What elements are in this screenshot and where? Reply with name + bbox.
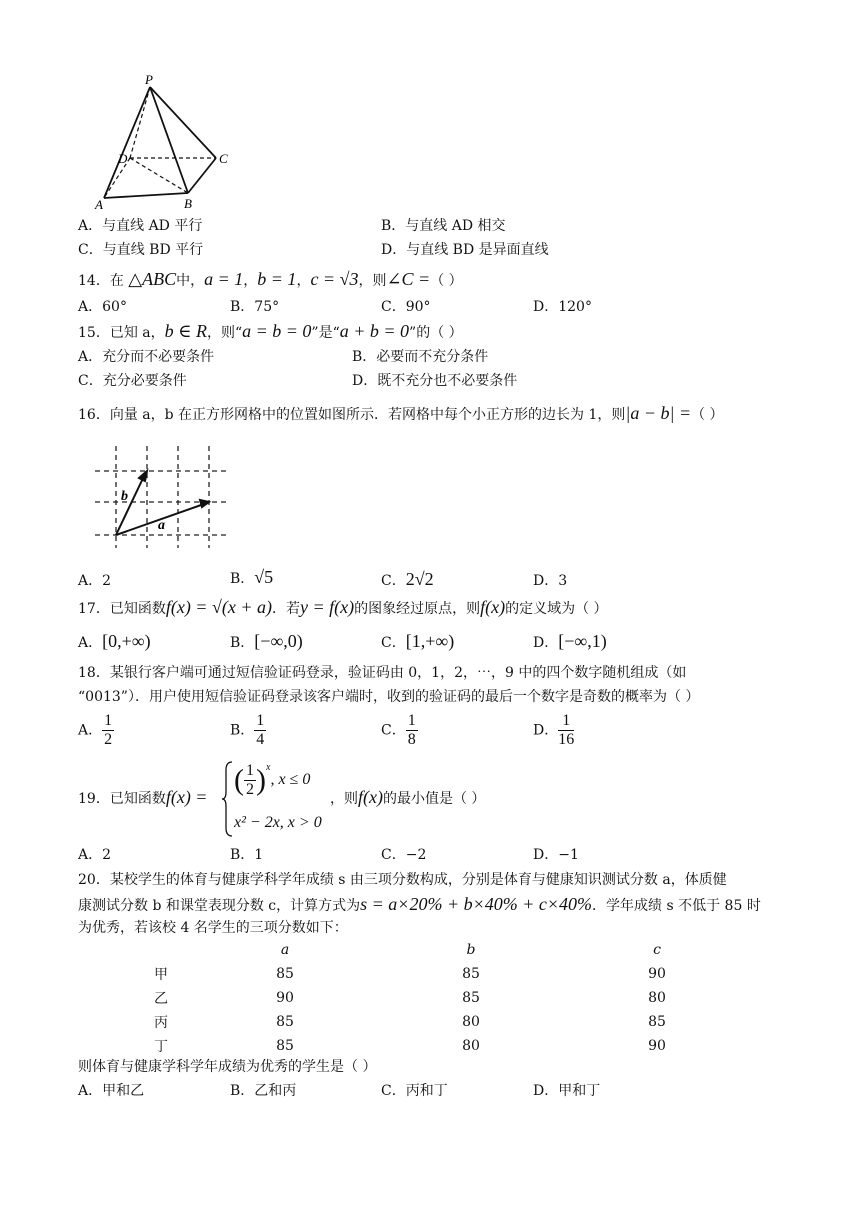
pyramid-label-a: A xyxy=(95,197,103,212)
q19-stem: 19．已知函数f(x) = xyxy=(78,787,208,807)
q13-option-d[interactable]: D．与直线 BD 是异面直线 xyxy=(381,242,549,258)
table-row: 甲 85 85 90 xyxy=(154,966,666,983)
triangle-abc: △ABC xyxy=(128,269,177,289)
q16-stem: 16．向量 a，b 在正方形网格中的位置如图所示．若网格中每个小正方形的边长为 1，则|a − b| =（ ） xyxy=(78,403,724,423)
q20-option-a[interactable]: A．甲和乙 xyxy=(78,1083,145,1099)
q18-stem-line2: “0013”）．用户使用短信验证码登录该客户端时，收到的验证码的最后一个数字是奇数的概率为（ ） xyxy=(78,689,700,705)
q16-option-b[interactable]: B．√5 xyxy=(230,567,274,587)
column-header-c: c xyxy=(653,942,661,958)
q14-option-c[interactable]: C．90° xyxy=(381,299,431,315)
q17-option-b[interactable]: B．[−∞,0) xyxy=(230,631,303,651)
score-table xyxy=(130,938,750,1058)
q16-option-a[interactable]: A．2 xyxy=(78,573,112,589)
pyramid-label-b: B xyxy=(184,196,192,211)
column-header-a: a xyxy=(280,942,290,958)
q13-option-b[interactable]: B．与直线 AD 相交 xyxy=(381,218,506,234)
q20-stem-line3: 为优秀，若该校 4 名学生的三项分数如下： xyxy=(78,920,348,936)
q18-stem-line1: 18．某银行客户端可通过短信验证码登录，验证码由 0，1，2，⋯，9 中的四个数字随机组成（如 xyxy=(78,665,687,681)
q18-option-a[interactable]: A． $\frac{1}{2}$ xyxy=(78,712,113,748)
q19-option-d[interactable]: D．−1 xyxy=(533,847,579,863)
q19-option-a[interactable]: A．2 xyxy=(78,847,112,863)
vector-label-b: b xyxy=(121,489,128,504)
q17-option-c[interactable]: C．[1,+∞) xyxy=(381,631,455,651)
q18-option-b[interactable]: B． $\frac{1}{4}$ xyxy=(230,712,265,748)
q18-option-d[interactable]: D． $\frac{1}{16}$ xyxy=(533,712,575,748)
vector-label-a: a xyxy=(158,518,165,533)
q17-option-d[interactable]: D．[−∞,1) xyxy=(533,631,607,651)
q14-stem: 14．在 △ABC中，a = 1，b = 1，c = √3，则∠C =（ ） xyxy=(78,269,463,289)
pyramid-label-d: D xyxy=(118,151,128,166)
q15-option-b[interactable]: B．必要而不充分条件 xyxy=(352,349,489,365)
q15-stem: 15．已知 a，b ∈ R，则“a = b = 0”是“a + b = 0”的（ ） xyxy=(78,321,463,341)
table-row: 乙 90 85 80 xyxy=(154,990,666,1007)
q19-option-b[interactable]: B．1 xyxy=(230,847,264,863)
pyramid-label-c: C xyxy=(219,151,228,166)
column-header-b: b xyxy=(466,942,476,958)
table-header-row xyxy=(130,938,750,962)
q13-option-a[interactable]: A．与直线 AD 平行 xyxy=(78,218,203,234)
q19-option-c[interactable]: C．−2 xyxy=(381,847,427,863)
q17-option-a[interactable]: A．[0,+∞) xyxy=(78,631,151,651)
q15-option-d[interactable]: D．既不充分也不必要条件 xyxy=(352,373,518,389)
q19-piecewise: ( $\frac{1}{2}$ )$^x$, x ≤ 0 x² − 2x, x > 0 xyxy=(222,760,327,838)
vector-difference-norm: |a − b| = xyxy=(625,403,692,423)
q16-option-d[interactable]: D．3 xyxy=(533,573,568,589)
q13-option-c[interactable]: C．与直线 BD 平行 xyxy=(78,242,204,258)
q20-option-c[interactable]: C．丙和丁 xyxy=(381,1083,448,1099)
q20-question: 则体育与健康学科学年成绩为优秀的学生是（ ） xyxy=(78,1059,377,1075)
q15-option-a[interactable]: A．充分而不必要条件 xyxy=(78,349,215,365)
score-formula: s = a×20% + b×40% + c×40% xyxy=(360,894,593,914)
q14-option-b[interactable]: B．75° xyxy=(230,299,280,315)
q16-option-c[interactable]: C．2√2 xyxy=(381,569,434,589)
vector-grid-figure xyxy=(90,438,235,553)
table-row: 丁 85 80 90 xyxy=(154,1038,666,1055)
q20-stem-line2: 康测试分数 b 和课堂表现分数 c，计算方式为s = a×20% + b×40% + c×40%．学年成绩 s 不低于 85 时 xyxy=(78,894,761,914)
q20-stem-line1: 20．某校学生的体育与健康学科学年成绩 s 由三项分数构成，分别是体育与健康知识测试分数 a，体质健 xyxy=(78,872,727,888)
q17-stem: 17．已知函数f(x) = √(x + a)．若y = f(x)的图象经过原点，则f(x)的定义域为（ ） xyxy=(78,597,608,617)
q15-option-c[interactable]: C．充分必要条件 xyxy=(78,373,187,389)
pyramid-label-p: P xyxy=(145,72,153,87)
q19-stem-tail: ，则f(x)的最小值是（ ） xyxy=(330,787,486,807)
table-row: 丙 85 80 85 xyxy=(154,1014,666,1031)
q20-option-d[interactable]: D．甲和丁 xyxy=(533,1083,601,1099)
q14-option-d[interactable]: D．120° xyxy=(533,299,592,315)
q14-option-a[interactable]: A．60° xyxy=(78,299,127,315)
q20-option-b[interactable]: B．乙和丙 xyxy=(230,1083,297,1099)
pyramid-figure xyxy=(90,70,250,215)
piecewise-brace xyxy=(222,760,234,838)
q18-option-c[interactable]: C． $\frac{1}{8}$ xyxy=(381,712,416,748)
